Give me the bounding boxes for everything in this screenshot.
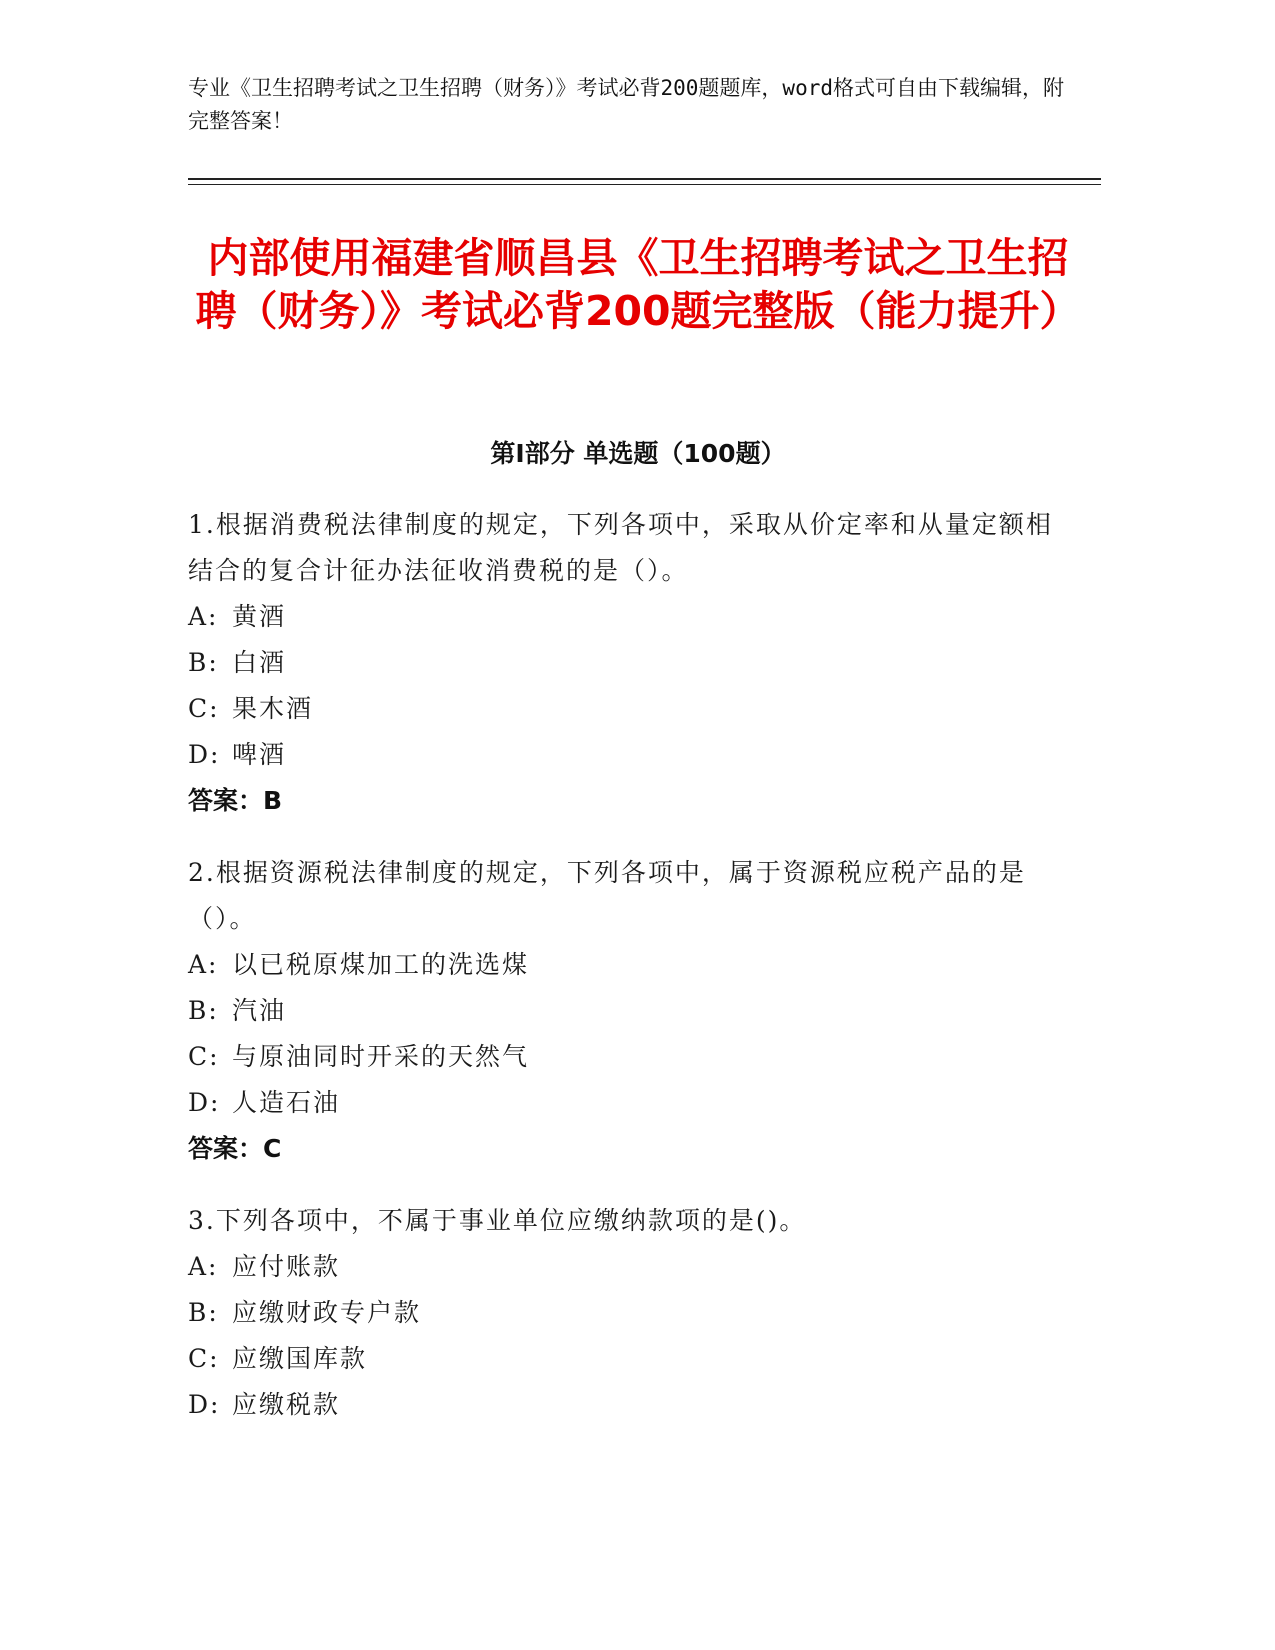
option-d (188, 1382, 1068, 1428)
option-text: 白酒 (232, 648, 287, 677)
option-text: 应付账款 (232, 1252, 341, 1281)
option-text: 与原油同时开采的天然气 (232, 1042, 530, 1071)
header-divider-thin (188, 184, 1101, 185)
option-text: 啤酒 (232, 740, 287, 769)
option-b (188, 1290, 1068, 1336)
option-letter: C: (188, 694, 220, 723)
question-2 (188, 850, 1068, 1172)
option-letter: A: (188, 1252, 219, 1281)
answer: 答案：B (188, 786, 283, 815)
question-1 (188, 502, 1068, 824)
option-a (188, 1244, 1068, 1290)
option-text: 果木酒 (232, 694, 314, 723)
header-note: 专业《卫生招聘考试之卫生招聘（财务）》考试必背200题题库，word格式可自由下载编辑，附完整答案！ (188, 76, 1064, 133)
option-text: 应缴财政专户款 (232, 1298, 422, 1327)
option-d (188, 732, 1068, 778)
option-d (188, 1080, 1068, 1126)
option-letter: B: (188, 1298, 219, 1327)
option-letter: D: (188, 740, 221, 769)
option-c (188, 1336, 1068, 1382)
section-heading: 第Ⅰ部分 单选题（100题） (490, 439, 786, 468)
option-letter: B: (188, 648, 219, 677)
answer: 答案：C (188, 1134, 282, 1163)
question-stem: 1.根据消费税法律制度的规定，下列各项中，采取从价定率和从量定额相结合的复合计征办法征收消费税的是（）。 (188, 510, 1053, 585)
option-letter: A: (188, 602, 219, 631)
option-c (188, 686, 1068, 732)
option-letter: B: (188, 996, 219, 1025)
option-b (188, 640, 1068, 686)
option-letter: D: (188, 1390, 221, 1419)
option-c (188, 1034, 1068, 1080)
header-divider-thick (188, 178, 1101, 180)
question-stem: 2.根据资源税法律制度的规定，下列各项中，属于资源税应税产品的是（）。 (188, 858, 1026, 933)
option-a (188, 942, 1068, 988)
option-text: 汽油 (232, 996, 287, 1025)
option-text: 应缴国库款 (232, 1344, 368, 1373)
option-letter: A: (188, 950, 219, 979)
document-title: 内部使用福建省顺昌县《卫生招聘考试之卫生招聘（财务）》考试必背200题完整版（能力提升） (195, 234, 1081, 335)
option-letter: D: (188, 1088, 221, 1117)
option-a (188, 594, 1068, 640)
option-text: 应缴税款 (232, 1390, 341, 1419)
option-letter: C: (188, 1344, 220, 1373)
option-letter: C: (188, 1042, 220, 1071)
option-text: 以已税原煤加工的洗选煤 (232, 950, 530, 979)
question-3 (188, 1198, 1068, 1428)
question-stem: 3.下列各项中，不属于事业单位应缴纳款项的是()。 (188, 1206, 807, 1235)
option-text: 人造石油 (232, 1088, 341, 1117)
option-b (188, 988, 1068, 1034)
option-text: 黄酒 (232, 602, 287, 631)
